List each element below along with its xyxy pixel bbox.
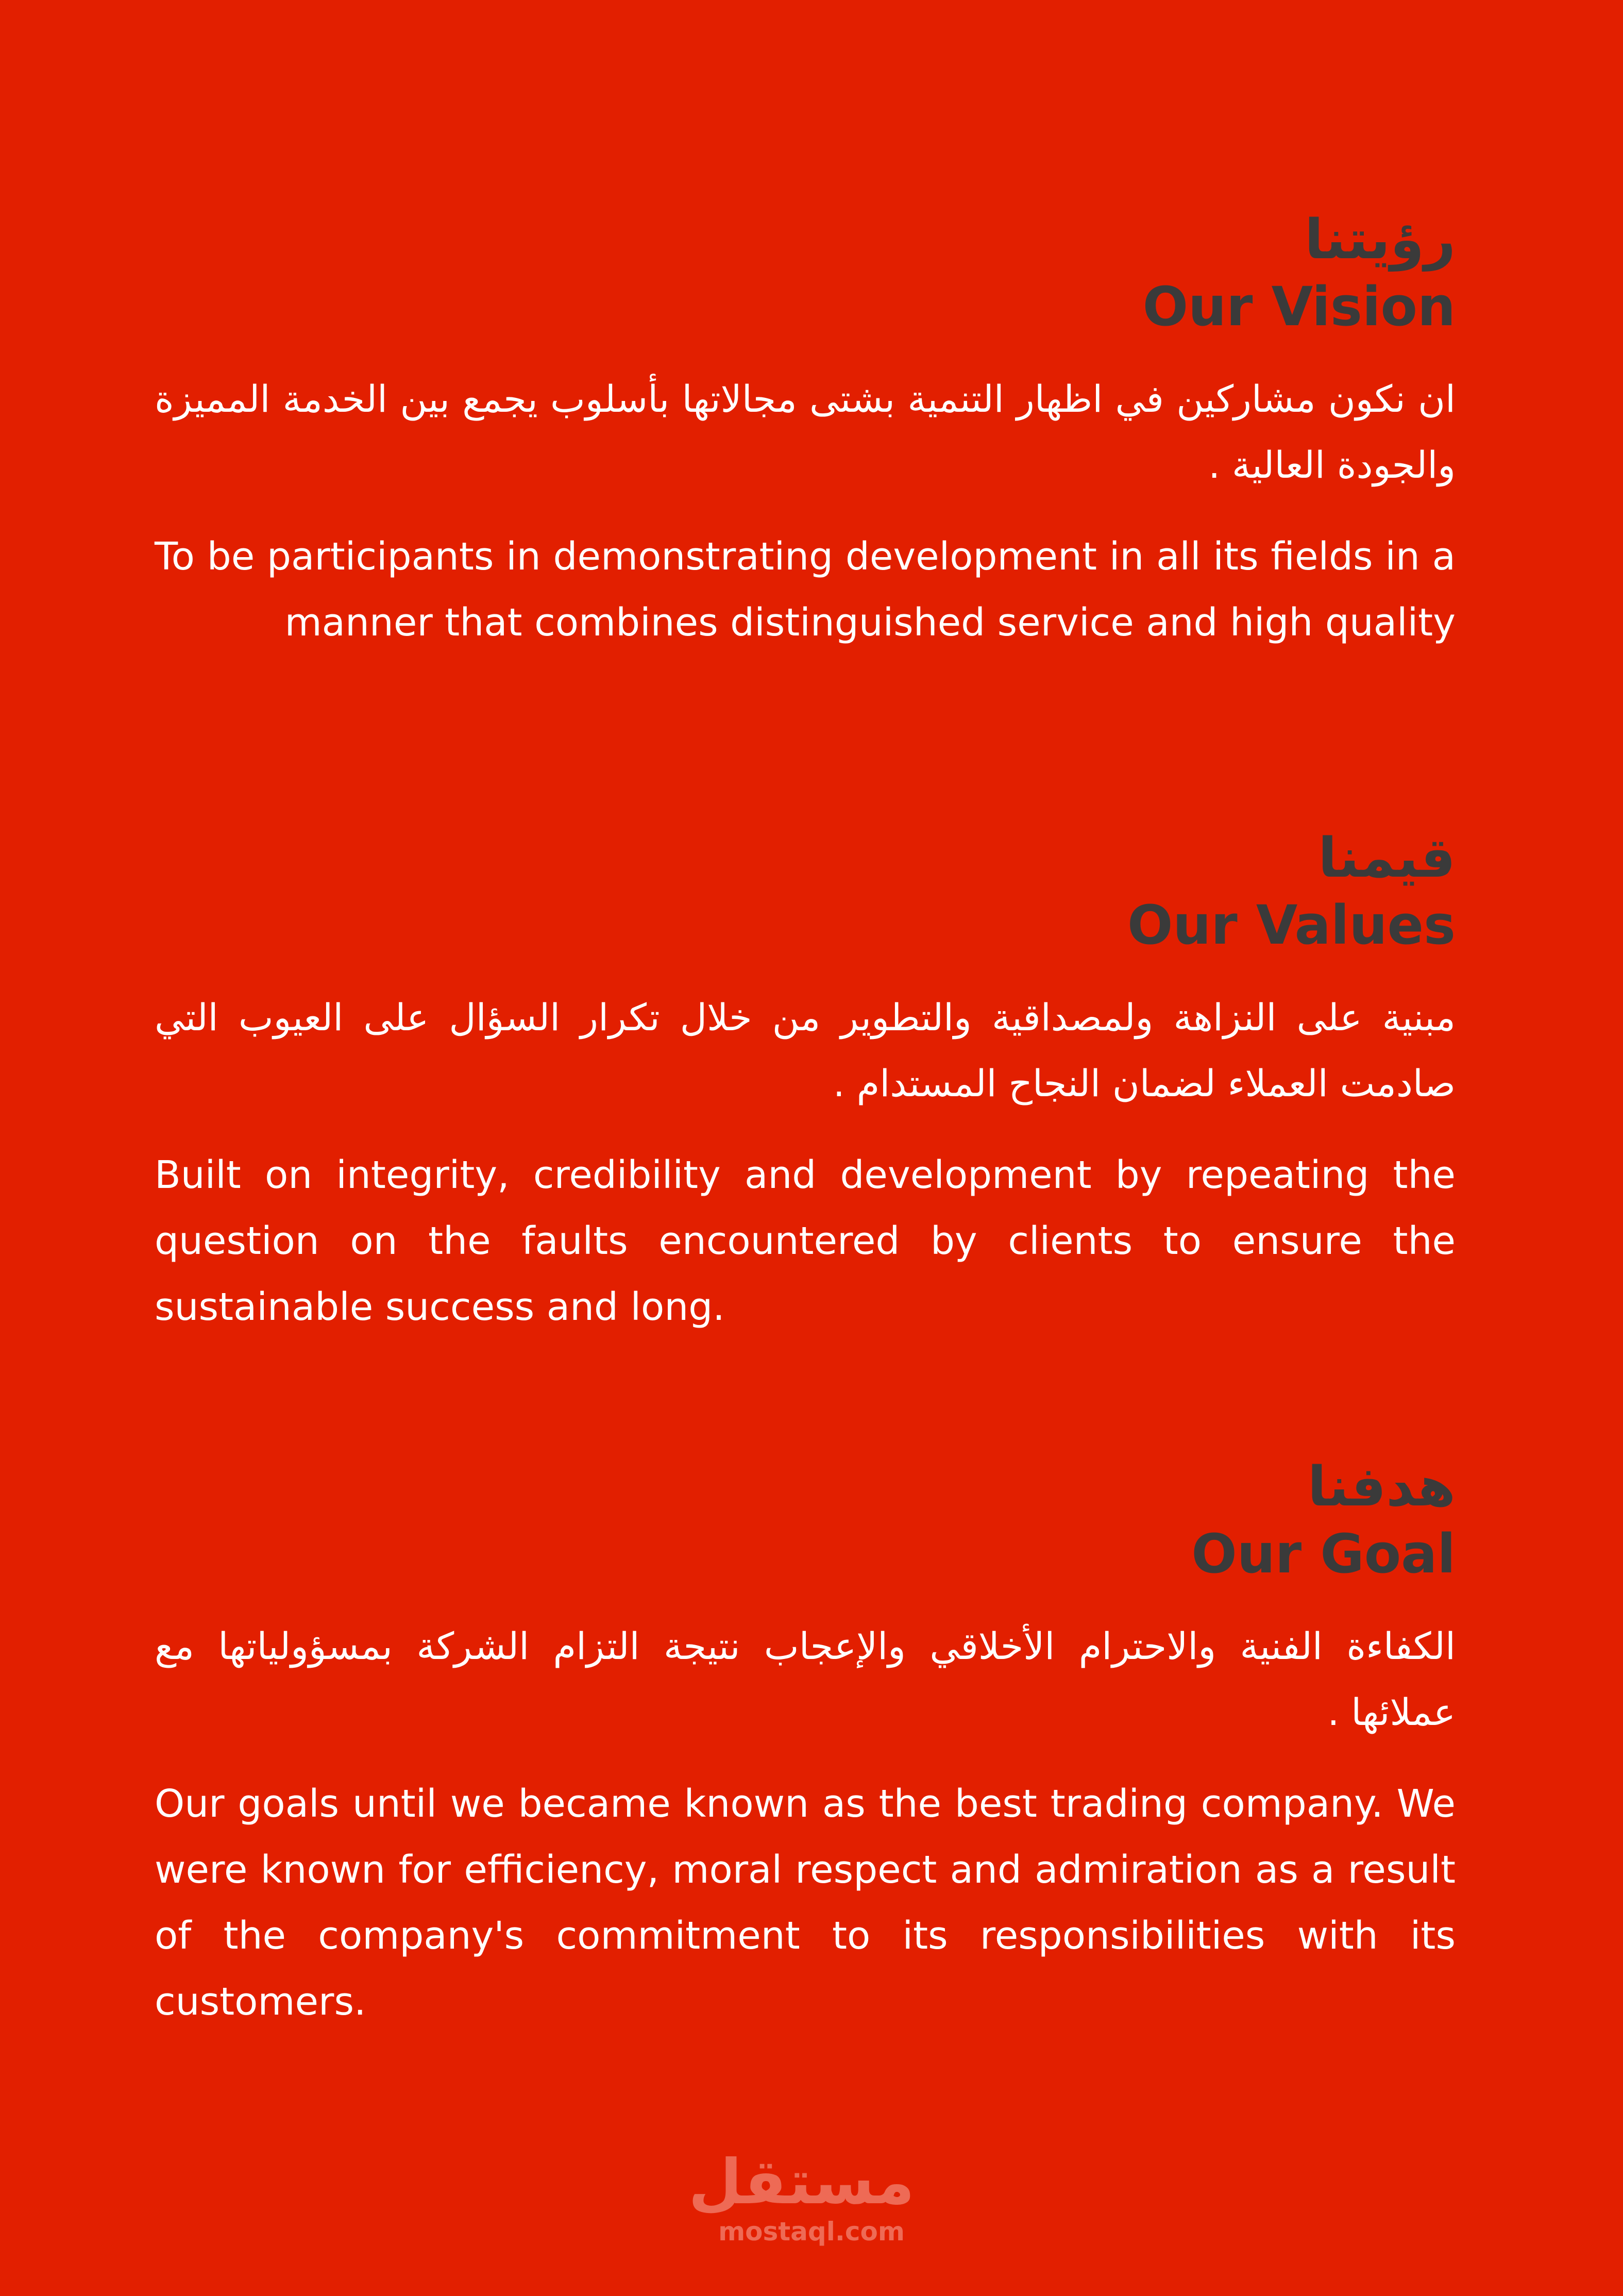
vision-text-ar: ان نكون مشاركين في اظهار التنمية بشتى مجالاتها بأسلوب يجمع بين الخدمة المميزة والجودة العالية . <box>155 377 1456 487</box>
goal-title-en: Our Goal <box>1191 1522 1456 1585</box>
watermark-logo-ar: مستقل <box>688 2147 915 2218</box>
vision-text-en: To be participants in demonstrating development in all its fields in a manner that combines distinguished service and high quality <box>155 534 1456 645</box>
vision-title-en: Our Vision <box>1142 275 1456 338</box>
vision-title-ar: رؤيتنا <box>1304 208 1456 271</box>
values-title-en: Our Values <box>1127 894 1456 957</box>
values-text-ar: مبنية على النزاهة ولمصداقية والتطوير من خلال تكرار السؤال على العيوب التي صادمت العملاء لضمان النجاح المستدام . <box>155 996 1456 1105</box>
values-text-en: Built on integrity, credibility and development by repeating the question on the faults encountered by clients to ensure the sustainable success and long. <box>155 1153 1456 1329</box>
goal-section <box>155 1453 1456 2035</box>
watermark-logo-en: mostaql.com <box>718 2217 905 2247</box>
mostaql-watermark <box>688 2147 915 2247</box>
goal-title-ar: هدفنا <box>1307 1455 1456 1518</box>
values-section <box>155 825 1456 1340</box>
goal-text-ar: الكفاءة الفنية والاحترام الأخلاقي والإعجاب نتيجة التزام الشركة بمسؤولياتها مع عملائها . <box>155 1624 1456 1734</box>
values-title-ar: قيمنا <box>1318 826 1456 890</box>
vision-section <box>155 206 1456 656</box>
goal-text-en: Our goals until we became known as the best trading company. We were known for efficiency, moral respect and admiration as a result of the company's commitment to its responsibilities with its customers. <box>155 1782 1456 2024</box>
